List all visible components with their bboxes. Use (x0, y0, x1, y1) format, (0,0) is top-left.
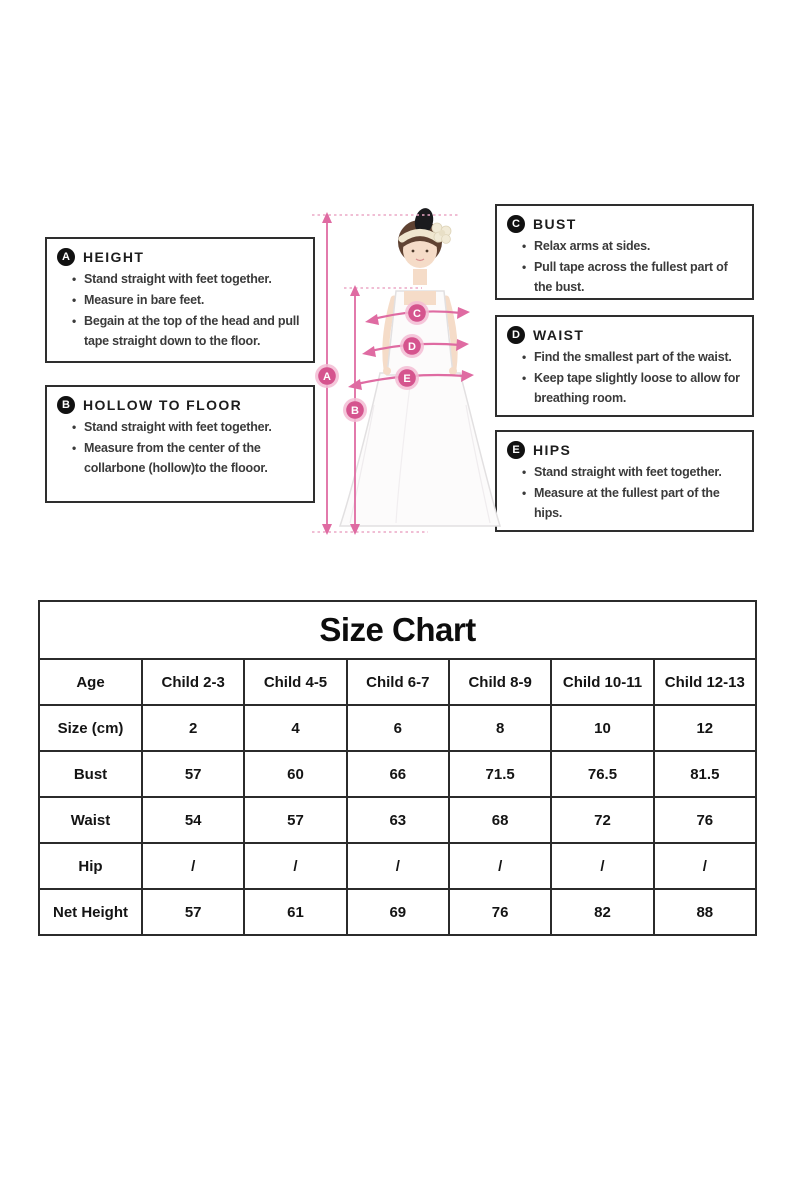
cell: / (551, 843, 653, 889)
table-row-net-height (39, 889, 756, 935)
table-title-row (39, 601, 756, 659)
cell: / (449, 843, 551, 889)
cell: 63 (347, 797, 449, 843)
marker-c-letter: C (413, 308, 421, 320)
row-label: Waist (39, 797, 142, 843)
arrow-up-icon (350, 285, 360, 296)
cell: 69 (347, 889, 449, 935)
cell: 4 (244, 705, 346, 751)
marker-c (405, 301, 429, 325)
letter-c-badge: C (507, 215, 525, 233)
letter-b-badge: B (57, 396, 75, 414)
cell: 66 (347, 751, 449, 797)
marker-d (400, 334, 424, 358)
hips-bullet-list (522, 462, 746, 523)
cell: 2 (142, 705, 244, 751)
cell: Child 10-11 (551, 659, 653, 705)
bullet-item: • Find the smallest part of the waist. (522, 347, 746, 367)
cell: Child 8-9 (449, 659, 551, 705)
height-box-title: HEIGHT (83, 249, 145, 265)
dress-skirt (340, 373, 500, 526)
cell: 6 (347, 705, 449, 751)
cell: 72 (551, 797, 653, 843)
arrow-right-icon (456, 339, 469, 351)
arrow-down-icon (350, 524, 360, 535)
cell: 76 (449, 889, 551, 935)
cell: 12 (654, 705, 756, 751)
bullet-item: • Begain at the top of the head and pull tape straight down to the floor. (72, 311, 307, 351)
size-chart-table (38, 600, 757, 936)
bullet-item: • Pull tape across the fullest part of the bust. (522, 257, 746, 297)
height-instruction-box (45, 237, 315, 363)
arrow-right-icon (461, 370, 474, 382)
arrow-down-icon (322, 524, 332, 535)
marker-a-letter: A (323, 371, 331, 383)
arrow-left-icon (365, 314, 379, 325)
bullet-item: • Relax arms at sides. (522, 236, 746, 256)
table-row-hip (39, 843, 756, 889)
table-row-bust (39, 751, 756, 797)
table-row-waist (39, 797, 756, 843)
cell: 61 (244, 889, 346, 935)
left-hand (383, 367, 391, 375)
cell: 82 (551, 889, 653, 935)
neck (413, 269, 427, 285)
arrow-right-icon (457, 307, 470, 319)
cell: Child 2-3 (142, 659, 244, 705)
bullet-item: • Stand straight with feet together. (72, 417, 307, 437)
row-label: Net Height (39, 889, 142, 935)
letter-e-badge: E (507, 441, 525, 459)
marker-b-letter: B (351, 405, 359, 417)
row-label: Size (cm) (39, 705, 142, 751)
measurement-figure (300, 195, 510, 545)
row-label: Bust (39, 751, 142, 797)
cell: 76 (654, 797, 756, 843)
model-figure-illustration (300, 195, 510, 545)
hips-instruction-box (495, 430, 754, 532)
table-row-size (39, 705, 756, 751)
girl-model (340, 206, 500, 526)
bust-box-title: BUST (533, 216, 577, 232)
cell: Child 4-5 (244, 659, 346, 705)
bullet-item: • Measure at the fullest part of the hips. (522, 483, 746, 523)
cell: / (347, 843, 449, 889)
cell: / (654, 843, 756, 889)
hollow-box-header (57, 396, 307, 414)
bullet-item: • Measure in bare feet. (72, 290, 307, 310)
cell: 76.5 (551, 751, 653, 797)
height-box-header (57, 248, 307, 266)
table-row-age (39, 659, 756, 705)
letter-a-badge: A (57, 248, 75, 266)
hollow-bullet-list (72, 417, 307, 478)
cell: 60 (244, 751, 346, 797)
cell: 81.5 (654, 751, 756, 797)
bullet-item: • Stand straight with feet together. (72, 269, 307, 289)
letter-d-badge: D (507, 326, 525, 344)
waist-box-header (507, 326, 746, 344)
arrow-up-icon (322, 212, 332, 223)
waist-bullet-list (522, 347, 746, 408)
waist-box-title: WAIST (533, 327, 585, 343)
waist-instruction-box (495, 315, 754, 417)
bust-box-header (507, 215, 746, 233)
cell: 71.5 (449, 751, 551, 797)
bust-bullet-list (522, 236, 746, 297)
eye (412, 250, 415, 253)
eye (426, 250, 429, 253)
size-chart-title: Size Chart (39, 601, 756, 659)
hips-box-title: HIPS (533, 442, 572, 458)
hollow-box-title: HOLLOW TO FLOOR (83, 397, 243, 413)
row-label: Age (39, 659, 142, 705)
row-label: Hip (39, 843, 142, 889)
bullet-item: • Measure from the center of the collarbone (hollow)to the flooor. (72, 438, 307, 478)
hips-box-header (507, 441, 746, 459)
cell: 57 (244, 797, 346, 843)
bust-instruction-box (495, 204, 754, 300)
cell: 54 (142, 797, 244, 843)
marker-b (343, 398, 367, 422)
marker-e-letter: E (403, 373, 411, 385)
cell: 68 (449, 797, 551, 843)
height-bullet-list (72, 269, 307, 351)
arrow-left-icon (362, 346, 376, 357)
cell: / (244, 843, 346, 889)
cell: Child 6-7 (347, 659, 449, 705)
right-hand (449, 367, 457, 375)
marker-e (395, 366, 419, 390)
cell: 57 (142, 751, 244, 797)
hollow-to-floor-instruction-box (45, 385, 315, 503)
cell: 8 (449, 705, 551, 751)
cell: 10 (551, 705, 653, 751)
marker-d-letter: D (408, 341, 416, 353)
cell: 88 (654, 889, 756, 935)
marker-a (315, 364, 339, 388)
bullet-item: • Keep tape slightly loose to allow for breathing room. (522, 368, 746, 408)
cell: Child 12-13 (654, 659, 756, 705)
cell: / (142, 843, 244, 889)
bullet-item: • Stand straight with feet together. (522, 462, 746, 482)
cell: 57 (142, 889, 244, 935)
